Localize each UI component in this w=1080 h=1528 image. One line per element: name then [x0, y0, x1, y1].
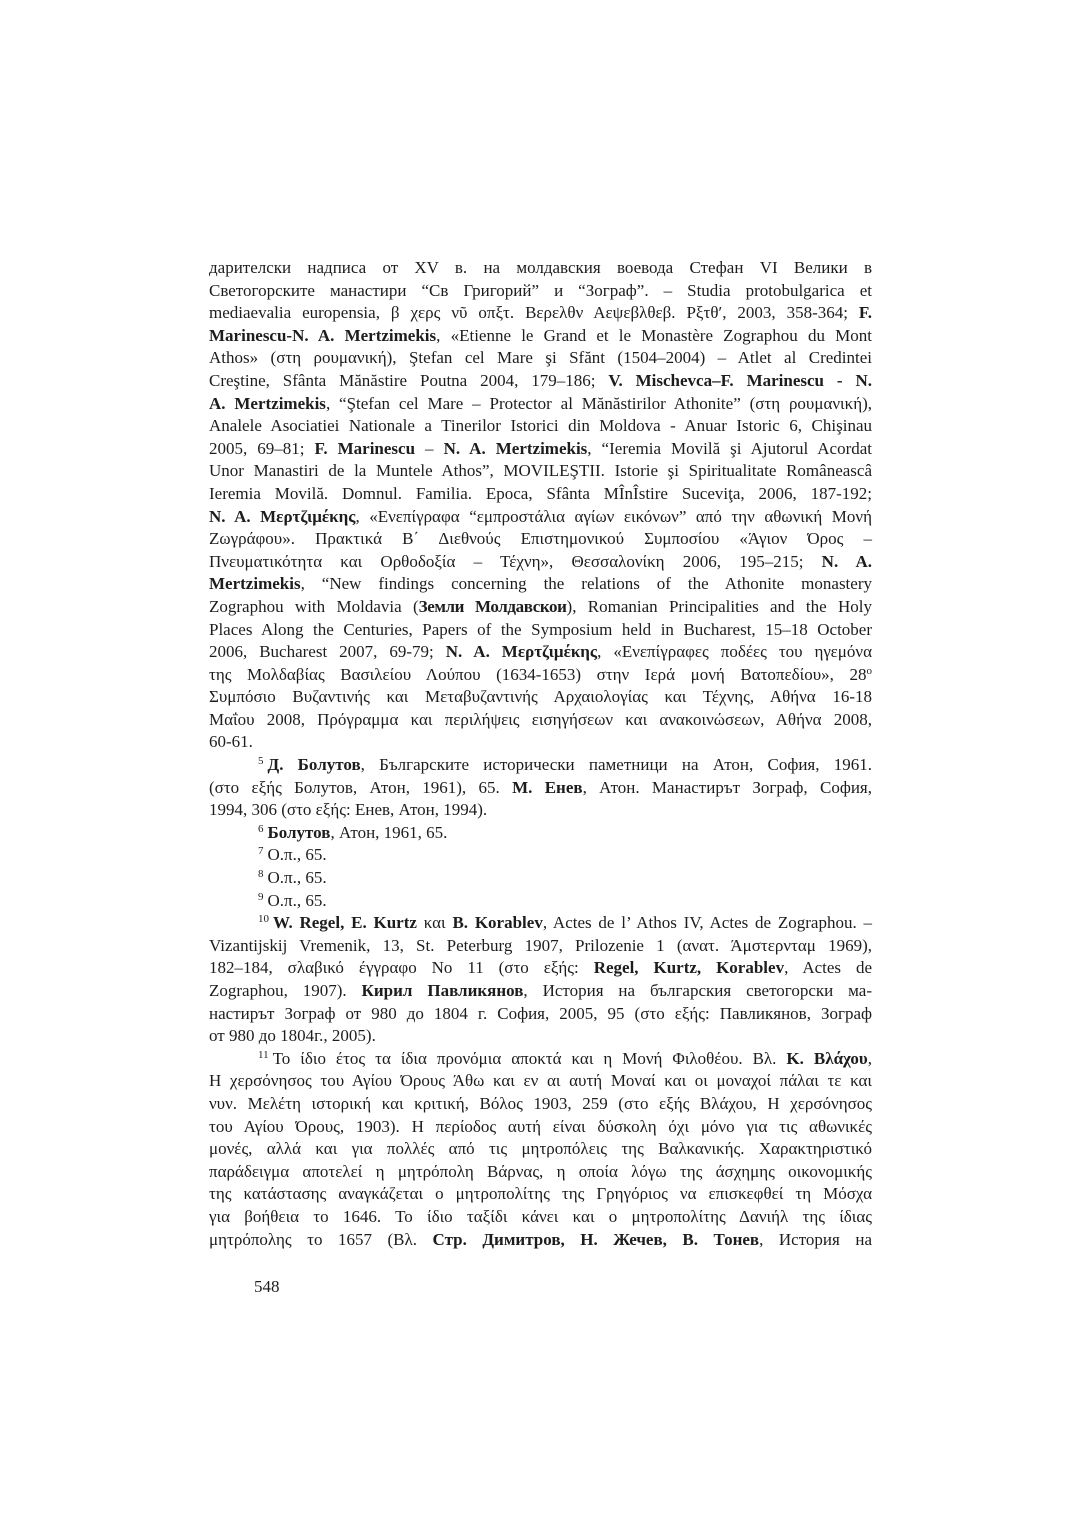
text-line: [209, 280, 872, 303]
text-run: Το ίδιο έτος τα ίδια προνόμια αποκτά και η Μονή Φιλοθέου. Βλ.: [272, 1048, 787, 1068]
author-name: Стр. Димитров, Н. Жечев, В. Тонев: [432, 1229, 760, 1249]
footnote-line: [209, 1161, 872, 1184]
text-run: για βοήθεια το 1646. Το ίδιο ταξίδι κάνει και ο μητροπολίτης Δανιήλ της ίδιας: [209, 1206, 872, 1226]
text-run: παράδειγμα αποτελεί η μητρόπολη Βάρνας, η οποία λόγω της άσχημης οικονομικής: [209, 1161, 872, 1181]
text-run: 2005, 69–81;: [209, 438, 315, 458]
text-run: , Атон. Манастирът Зограф, София,: [582, 777, 872, 797]
text-run: , “Ştefan cel Mare – Protector al Mănăstirilor Athonite” (στη ρουμανική),: [325, 393, 872, 413]
text-run: ,: [867, 1048, 872, 1068]
footnote-marker: 10: [258, 913, 269, 926]
text-body: [209, 257, 872, 1251]
text-line: [209, 709, 872, 732]
text-line: [209, 506, 872, 529]
text-run: , История на: [759, 1229, 872, 1249]
author-name: Д. Болутов: [267, 755, 361, 775]
text-run: Ζωγράφου». Πρακτικά Β΄ Διεθνούς Επιστημονικού Συμποσίου «Άγιον Όρος –: [209, 529, 872, 549]
footnote-line: [209, 1048, 872, 1071]
text-run: , История на българския светогорски ма-: [523, 981, 872, 1000]
text-run: 182–184, σλαβικό έγγραφο Νο 11 (στο εξής:: [209, 958, 594, 978]
text-run: , «Ενεπίγραφα “εμπροστάλια αγίων εικόνων” από την αθωνική Μονή: [355, 506, 872, 526]
text-run: Συμπόσιο Βυζαντινής και Μεταβυζαντινής Αρχαιολογίας και Τέχνης, Αθήνα 16-18: [209, 687, 872, 707]
text-line: [209, 302, 872, 325]
author-name: F. Marinescu: [314, 438, 416, 458]
text-run: 2006, Bucharest 2007, 69-79;: [209, 642, 446, 662]
footnote-line: [209, 1093, 872, 1116]
footnote-marker: 6: [258, 822, 264, 835]
footnote-line: [209, 1025, 872, 1048]
footnote-line: [209, 980, 872, 1003]
text-line: [209, 686, 872, 709]
author-name: N. A. Mertzimekis: [443, 438, 588, 458]
text-run: дарителски надписа от XV в. на молдавския воевода Стефан VI Велики в: [209, 258, 872, 277]
footnote-line: [209, 1003, 872, 1026]
author-name: Regel, Kurtz, Korablev: [593, 958, 785, 978]
text-run: , “New findings concerning the relations of the Athonite monastery: [300, 574, 872, 594]
author-name: Marinescu-N. A. Mertzimekis: [209, 325, 437, 345]
author-name: М. Енев: [512, 777, 583, 797]
footnote-marker: 5: [258, 755, 264, 768]
text-run: Ο.π., 65.: [267, 890, 327, 910]
text-run: Ο.π., 65.: [267, 845, 327, 865]
text-run: –: [415, 438, 444, 458]
text-run: Μαΐου 2008, Πρόγραμμα και περιλήψεις εισηγήσεων και ανακοινώσεων, Αθήνα 2008,: [209, 709, 872, 729]
author-name: Mertzimekis: [209, 574, 301, 594]
old-slavonic-inscription: Земли Молдавскои: [418, 596, 567, 616]
text-run: , «Ενεπίγραφες ποδέες του ηγεμόνα: [597, 642, 873, 662]
footnote-line: [209, 1070, 872, 1093]
text-run: Vizantijskij Vremenik, 13, St. Peterburg 1907, Prilozenie 1 (ανατ. Άμστερνταμ 1969),: [209, 935, 872, 955]
text-line: [209, 257, 872, 280]
text-line: [209, 438, 872, 461]
text-run: μητρόπολης το 1657 (Βλ.: [209, 1229, 433, 1249]
footnote-line: [209, 912, 872, 935]
footnote-line: [209, 1138, 872, 1161]
text-run: , Атон, 1961, 65.: [330, 822, 448, 842]
footnote-line: [209, 1206, 872, 1229]
text-run: 1994, 306 (στο εξής: Енев, Атон, 1994).: [209, 800, 488, 820]
author-name: N. A. Μερτζιμέκης: [209, 506, 356, 526]
author-name: W. Regel, E. Kurtz: [273, 913, 417, 933]
text-run: mediaevalia europensia, β χερς νῦ οπξτ. Βερελθν Αεψεβλθεβ. Ρξτθ′, 2003, 358-364;: [209, 303, 859, 323]
footnote-line: [209, 1229, 872, 1252]
footnote-line: [209, 867, 872, 890]
text-run: της κατάστασης αναγκάζεται ο μητροπολίτης της Γρηγόριος να επισκεφθεί τη Μόσχα: [209, 1184, 872, 1204]
text-run: настирът Зограф от 980 до 1804 г. София, 2005, 95 (στο εξής: Павликянов, Зограф: [209, 1003, 872, 1023]
footnote-marker: 7: [258, 845, 264, 858]
page-number: 548: [254, 1277, 280, 1296]
author-name: N. A.: [821, 551, 872, 571]
author-name: B. Korablev: [452, 913, 543, 933]
footnote-marker: 8: [258, 868, 264, 881]
text-run: και: [416, 913, 453, 933]
author-name: F.: [858, 303, 872, 323]
footnote-line: [209, 799, 872, 822]
text-run: , Actes de: [784, 958, 872, 978]
author-name: Κ. Βλάχου: [786, 1048, 868, 1068]
text-line: [209, 596, 872, 619]
text-line: [209, 460, 872, 483]
text-run: от 980 до 1804г., 2005).: [209, 1026, 376, 1046]
text-line: [209, 641, 872, 664]
text-line: [209, 551, 872, 574]
text-line: [209, 370, 872, 393]
author-name: V. Mischevca–F. Marinescu - N.: [608, 370, 872, 390]
text-run: Πνευματικότητα και Ορθοδοξία – Τέχνη», Θεσσαλονίκη 2006, 195–215;: [209, 551, 822, 571]
footnote-line: [209, 844, 872, 867]
text-run: , “Ieremia Movilă şi Ajutorul Acordat: [587, 438, 872, 458]
ordinal-superscript: ο: [866, 664, 872, 677]
text-run: νυν. Μελέτη ιστορική και κριτική, Βόλος 1903, 259 (στο εξής Βλάχου, Η χερσόνησος: [209, 1093, 872, 1113]
text-run: ), Romanian Principalities and the Holy: [566, 596, 872, 616]
footnote-line: [209, 1183, 872, 1206]
author-name: Кирил Павликянов: [361, 981, 524, 1000]
text-run: Analele Asociatiei Nationale a Tinerilor Istorici din Moldova - Anuar Istoric 6, Chişinau: [209, 416, 872, 436]
text-run: Creştine, Sfânta Mănăstire Poutna 2004, 179–186;: [209, 370, 609, 390]
text-line: [209, 573, 872, 596]
author-name: N. A. Μερτζιμέκης: [445, 642, 598, 662]
footnote-line: [209, 890, 872, 913]
text-run: Zographou, 1907).: [209, 981, 362, 1000]
footnote-line: [209, 957, 872, 980]
text-run: Ieremia Movilă. Domnul. Familia. Epoca, Sfânta MÎnÎstire Suceviţa, 2006, 187-192;: [209, 483, 872, 503]
text-line: [209, 415, 872, 438]
text-run: Светогорските манастири “Св Григорий” и “Зограф”. – Studia protobulgarica et: [209, 280, 872, 300]
text-run: Athos» (στη ρουμανική), Ştefan cel Mare şi Sfănt (1504–2004) – Atlet al Credintei: [209, 348, 872, 368]
text-line: [209, 347, 872, 370]
text-run: Unor Manastiri de la Muntele Athos”, MOVILEŞTII. Istorie şi Spiritualitate Româneascâ: [209, 461, 872, 481]
text-run: , Actes de l’ Athos IV, Actes de Zographou. –: [542, 913, 872, 933]
text-run: (στο εξής Болутов, Атон, 1961), 65.: [209, 777, 513, 797]
footnote-marker: 11: [258, 1048, 269, 1061]
text-run: της Μολδαβίας Βασιλείου Λούπου (1634-1653) στην Ιερά μονή Βατοπεδίου», 28: [209, 664, 867, 684]
footnote-line: [209, 1116, 872, 1139]
text-run: Places Along the Centuries, Papers of the Symposium held in Bucharest, 15–18 October: [209, 619, 872, 639]
text-line: [209, 619, 872, 642]
text-run: Ο.π., 65.: [267, 868, 327, 888]
text-line: [209, 483, 872, 506]
text-run: , Българските исторически паметници на Атон, София, 1961.: [360, 755, 872, 775]
text-run: Η χερσόνησος του Αγίου Όρους Άθω και εν αι αυτή Μοναί και οι μοναχοί πάλαι τε και: [209, 1071, 872, 1091]
text-run: του Αγίου Όρους, 1903). Η περίοδος αυτή είναι δύσκολη όχι μόνο για τις αθωνικές: [209, 1116, 872, 1136]
footnote-marker: 9: [258, 890, 264, 903]
text-run: , «Etienne le Grand et le Monastère Zographou du Mont: [436, 325, 872, 345]
text-run: μονές, αλλά και για πολλές από τις μητροπόλεις της Βαλκανικής. Χαρακτηριστικό: [209, 1139, 872, 1159]
text-line: [209, 393, 872, 416]
footnote-line: [209, 935, 872, 958]
text-line: [209, 731, 872, 754]
footnote-line: [209, 754, 872, 777]
footnote-line: [209, 777, 872, 800]
text-line: [209, 528, 872, 551]
text-line: [209, 325, 872, 348]
author-name: A. Mertzimekis: [209, 393, 326, 413]
text-run: 60-61.: [209, 732, 253, 752]
footnote-line: [209, 822, 872, 845]
author-name: Болутов: [267, 822, 331, 842]
text-line: [209, 664, 872, 687]
text-run: Zographou with Moldavia (: [209, 596, 419, 616]
